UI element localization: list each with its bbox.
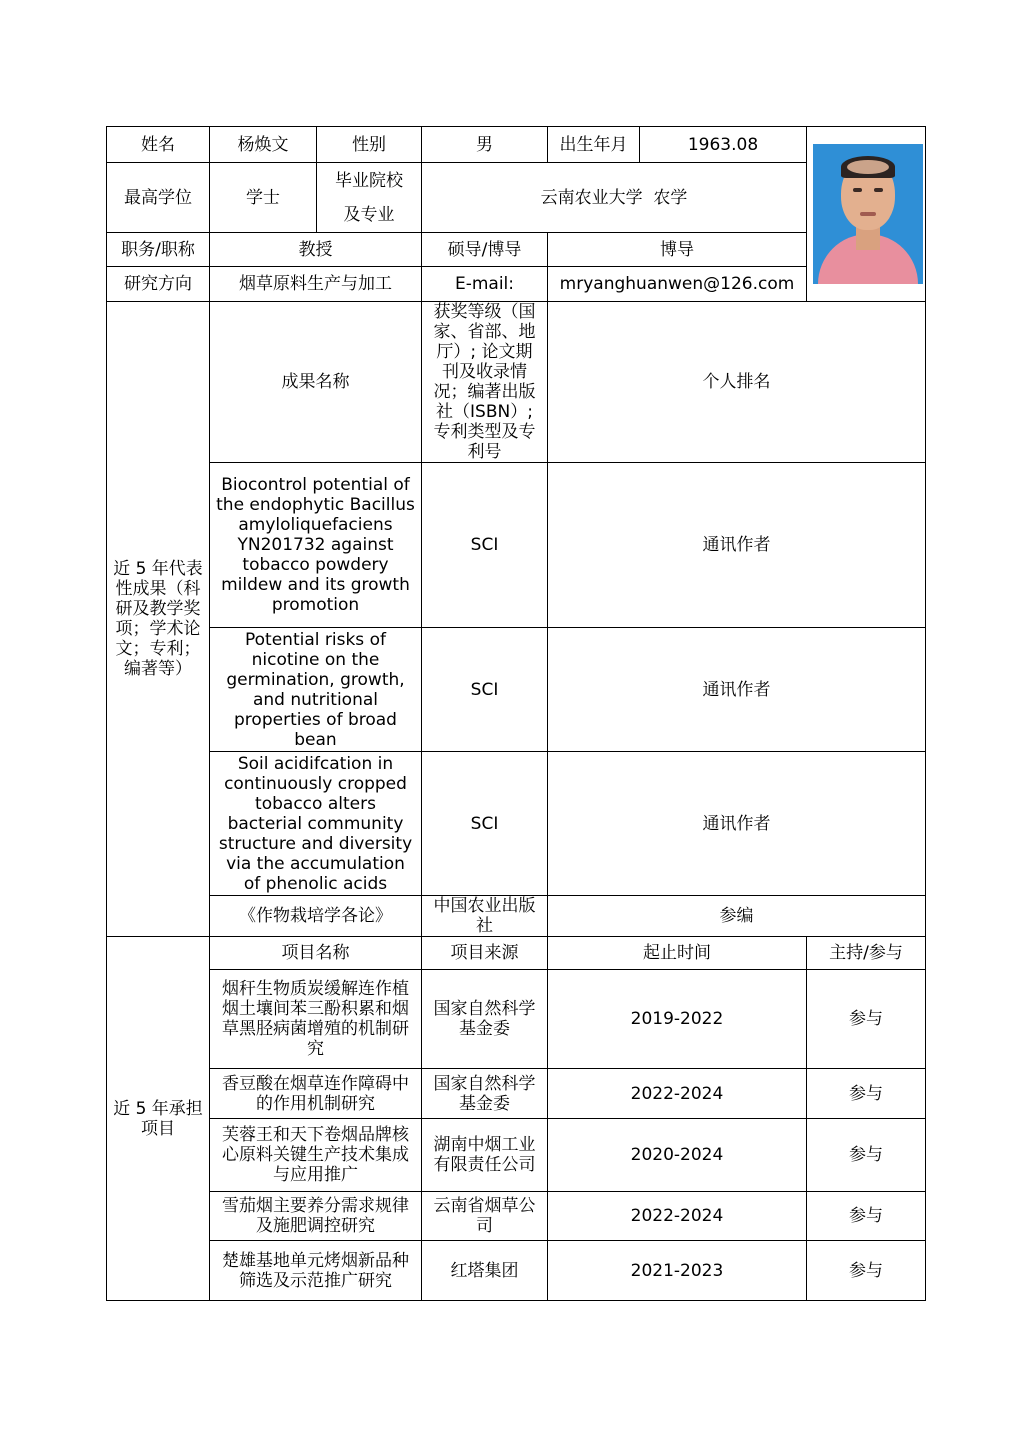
project-source: 湖南中烟工业有限责任公司 — [422, 1119, 548, 1192]
project-source: 红塔集团 — [422, 1241, 548, 1301]
research-label: 研究方向 — [107, 267, 210, 302]
achievement-name: Potential risks of nicotine on the germination, growth, and nutritional properties of broad bean — [210, 628, 422, 752]
project-source: 云南省烟草公司 — [422, 1192, 548, 1241]
degree-value: 学士 — [210, 163, 317, 233]
birth-value: 1963.08 — [640, 127, 807, 163]
gender-value: 男 — [422, 127, 548, 163]
supervisor-label: 硕导/博导 — [422, 233, 548, 267]
achievement-col-rank: 个人排名 — [548, 302, 926, 463]
project-col-role: 主持/参与 — [807, 937, 926, 970]
project-role: 参与 — [807, 1069, 926, 1119]
project-col-source: 项目来源 — [422, 937, 548, 970]
achievement-rank: 通讯作者 — [548, 752, 926, 896]
project-period: 2020-2024 — [548, 1119, 807, 1192]
title-value: 教授 — [210, 233, 422, 267]
project-col-period: 起止时间 — [548, 937, 807, 970]
email-value: mryanghuanwen@126.com — [548, 267, 807, 302]
supervisor-value: 博导 — [548, 233, 807, 267]
project-role: 参与 — [807, 1241, 926, 1301]
birth-label: 出生年月 — [548, 127, 640, 163]
achievement-level: SCI — [422, 463, 548, 628]
project-period: 2019-2022 — [548, 970, 807, 1069]
project-name: 芙蓉王和天下卷烟品牌核心原料关键生产技术集成与应用推广 — [210, 1119, 422, 1192]
achievement-name: Biocontrol potential of the endophytic Bacillus amyloliquefaciens YN201732 against tobacco powdery mildew and its growth promotion — [210, 463, 422, 628]
achievement-name: Soil acidifcation in continuously cropped tobacco alters bacterial community structure and diversity via the accumulation of phenolic acids — [210, 752, 422, 896]
name-label: 姓名 — [107, 127, 210, 163]
projects-section-label: 近 5 年承担项目 — [107, 937, 210, 1301]
profile-photo — [813, 144, 923, 284]
project-period: 2021-2023 — [548, 1241, 807, 1301]
research-value: 烟草原料生产与加工 — [210, 267, 422, 302]
achievement-level: SCI — [422, 752, 548, 896]
school-value: 云南农业大学 农学 — [422, 163, 807, 233]
degree-label: 最高学位 — [107, 163, 210, 233]
project-name: 香豆酸在烟草连作障碍中的作用机制研究 — [210, 1069, 422, 1119]
achievement-rank: 通讯作者 — [548, 463, 926, 628]
achievement-rank: 通讯作者 — [548, 628, 926, 752]
project-name: 烟秆生物质炭缓解连作植烟土壤间苯三酚积累和烟草黑胫病菌增殖的机制研究 — [210, 970, 422, 1069]
achievement-level: SCI — [422, 628, 548, 752]
name-value: 杨焕文 — [210, 127, 317, 163]
project-role: 参与 — [807, 1119, 926, 1192]
project-name: 楚雄基地单元烤烟新品种筛选及示范推广研究 — [210, 1241, 422, 1301]
title-label: 职务/职称 — [107, 233, 210, 267]
achievement-level: 中国农业出版社 — [422, 896, 548, 937]
project-source: 国家自然科学基金委 — [422, 1069, 548, 1119]
project-period: 2022-2024 — [548, 1192, 807, 1241]
achievement-col-name: 成果名称 — [210, 302, 422, 463]
achievements-section-label: 近 5 年代表性成果（科研及教学奖项；学术论文；专利；编著等） — [107, 302, 210, 937]
project-role: 参与 — [807, 1192, 926, 1241]
gender-label: 性别 — [317, 127, 422, 163]
achievement-col-level: 获奖等级（国家、省部、地厅）; 论文期刊及收录情况；编著出版社（ISBN）; 专利类型及专利号 — [422, 302, 548, 463]
project-source: 国家自然科学基金委 — [422, 970, 548, 1069]
email-label: E-mail: — [422, 267, 548, 302]
project-col-name: 项目名称 — [210, 937, 422, 970]
project-name: 雪茄烟主要养分需求规律及施肥调控研究 — [210, 1192, 422, 1241]
school-label: 毕业院校 及专业 — [317, 163, 422, 233]
resume-table — [106, 126, 926, 1301]
project-period: 2022-2024 — [548, 1069, 807, 1119]
achievement-rank: 参编 — [548, 896, 926, 937]
achievement-name: 《作物栽培学各论》 — [210, 896, 422, 937]
project-role: 参与 — [807, 970, 926, 1069]
photo-cell — [807, 127, 926, 302]
